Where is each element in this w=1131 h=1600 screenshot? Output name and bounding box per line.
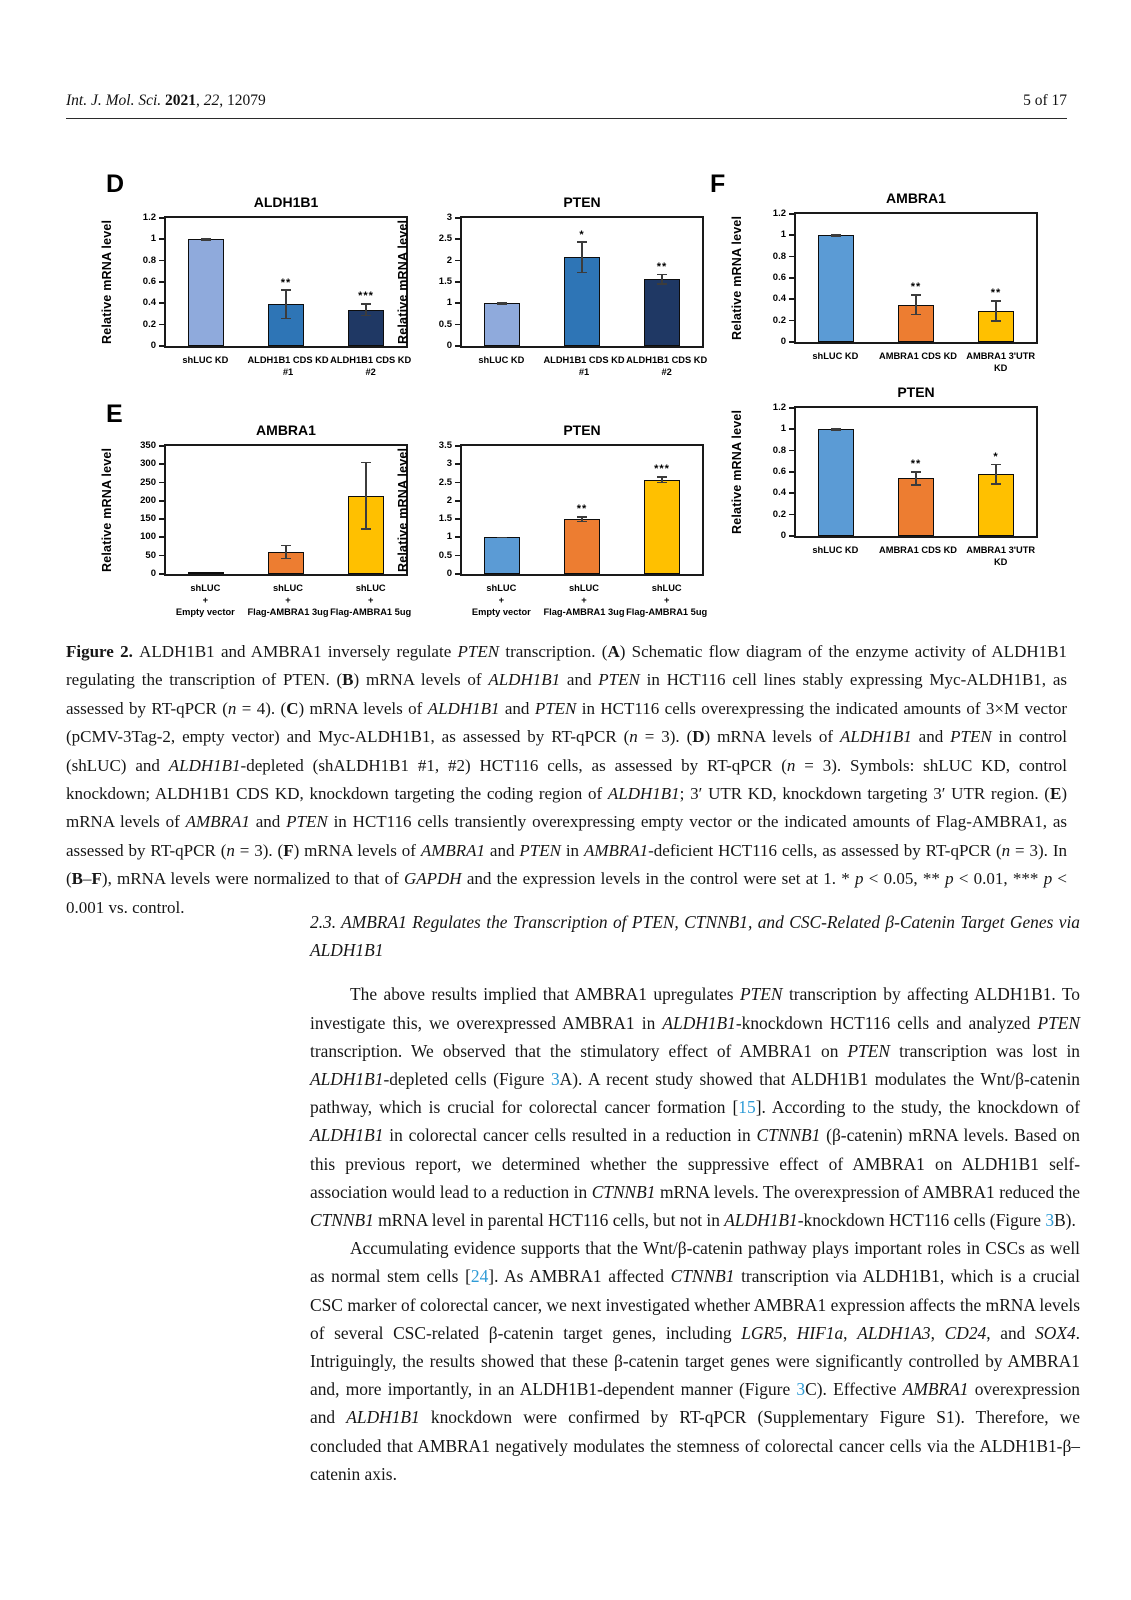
text-segment: p bbox=[855, 869, 864, 889]
x-axis-labels bbox=[164, 582, 412, 618]
header-rule bbox=[66, 118, 1067, 119]
y-tick-label: 1 bbox=[446, 297, 452, 309]
x-axis-labels bbox=[794, 350, 1042, 374]
error-bar bbox=[577, 241, 587, 273]
text-segment: and the expression levels in the control were set at 1. * bbox=[461, 869, 856, 889]
y-axis-label: Relative mRNA level bbox=[100, 219, 114, 345]
text-segment: -depleted cells (Figure bbox=[383, 1069, 551, 1090]
text-segment: Figure 2. bbox=[66, 642, 140, 661]
x-axis-labels bbox=[460, 354, 708, 378]
error-bar bbox=[497, 302, 507, 305]
y-tick-label: 0 bbox=[446, 568, 452, 579]
text-segment: knockdown were confirmed by RT-qPCR (Supplementary Figure S1). Therefore, we concluded that AMBRA1 negatively modulates the stemness of colorectal cancer cells via the ALDH1B1-β–catenin axis. bbox=[310, 1407, 1080, 1484]
text-segment: and bbox=[249, 812, 287, 832]
chart-canvas bbox=[100, 212, 412, 351]
x-axis-label: shLUC KD bbox=[812, 351, 859, 361]
significance-label: ** bbox=[990, 287, 1002, 300]
text-segment: (β-catenin) mRNA levels. Based on this previous report, we determined whether the suppressive effect of AMBRA1 on ALDH1B1 self-association would lead to a reduction in bbox=[310, 1125, 1080, 1202]
error-bar bbox=[657, 476, 667, 483]
text-segment: ALDH1B1 bbox=[346, 1407, 420, 1428]
text-segment: p bbox=[945, 869, 954, 889]
text-segment: ALDH1B1 bbox=[310, 1069, 384, 1090]
text-segment: overexpression and bbox=[310, 1379, 1080, 1428]
x-axis-labels bbox=[794, 544, 1042, 568]
y-axis-label: Relative mRNA level bbox=[730, 215, 744, 341]
text-segment: B). bbox=[1054, 1210, 1076, 1231]
text-segment: n bbox=[786, 755, 796, 775]
text-segment: ]. According to the study, the knockdown of bbox=[755, 1097, 1080, 1118]
error-bar bbox=[201, 238, 211, 241]
y-tick-label: 3 bbox=[446, 458, 452, 470]
y-tick-label: 0.8 bbox=[772, 444, 786, 456]
plot-area bbox=[794, 212, 1038, 344]
y-tick-label: 0.5 bbox=[438, 318, 452, 330]
x-axis-label: shLUC + Flag-AMBRA1 5ug bbox=[330, 583, 412, 618]
bar bbox=[188, 239, 224, 346]
bar bbox=[818, 235, 854, 342]
x-axis-label: shLUC + Empty vector bbox=[175, 583, 235, 618]
text-segment: in HCT116 cells transiently overexpressing empty vector or the indicated amounts of Flag-AMBRA1, as assessed by RT-qPCR ( bbox=[66, 812, 1067, 860]
significance-label: ** bbox=[656, 260, 668, 273]
y-tick-label: 0.6 bbox=[772, 272, 786, 283]
y-tick-label: 1.5 bbox=[438, 276, 452, 287]
text-segment: in colorectal cancer cells resulted in a reduction in bbox=[383, 1125, 757, 1146]
text-segment: transcription. ( bbox=[499, 642, 608, 661]
text-segment: C bbox=[286, 698, 299, 718]
text-segment: AMBRA1 bbox=[583, 840, 649, 860]
text-segment: n bbox=[227, 698, 237, 718]
significance-label: * bbox=[993, 450, 999, 463]
reference-link[interactable]: 15 bbox=[738, 1097, 756, 1118]
x-axis-label: ALDH1B1 CDS KD #2 bbox=[330, 355, 412, 378]
plot-area bbox=[460, 444, 704, 576]
text-segment: D bbox=[692, 727, 705, 747]
plot-area bbox=[164, 444, 408, 576]
chart-canvas bbox=[396, 212, 708, 351]
error-bar bbox=[281, 545, 291, 560]
paragraph bbox=[310, 980, 1080, 1234]
reference-link[interactable]: 3 bbox=[796, 1379, 806, 1400]
text-segment: HIF1a bbox=[796, 1322, 844, 1343]
bar-chart-panel-f-ambra1 bbox=[730, 190, 1042, 374]
text-segment: PTEN bbox=[1037, 1012, 1080, 1033]
x-axis-label: shLUC KD bbox=[478, 355, 525, 365]
text-segment: CD24 bbox=[944, 1322, 987, 1343]
text-segment: ) Schematic flow diagram of the enzyme activity of ALDH1B1 regulating the transcription of PTEN. ( bbox=[66, 642, 1067, 690]
x-axis-labels bbox=[164, 354, 412, 378]
y-tick-label: 0.6 bbox=[772, 466, 786, 477]
error-bar bbox=[577, 516, 587, 522]
error-bar bbox=[361, 303, 371, 316]
bar-chart-panel-d-aldh1b1 bbox=[100, 194, 412, 378]
x-axis-label: AMBRA1 3'UTR KD bbox=[966, 351, 1036, 374]
text-segment: , bbox=[782, 1322, 797, 1343]
y-tick-label: 100 bbox=[140, 531, 156, 543]
chart-title: PTEN bbox=[563, 422, 601, 438]
text-segment: and bbox=[499, 698, 535, 718]
text-segment: Int. J. Mol. Sci. bbox=[66, 92, 166, 109]
text-segment: B bbox=[342, 670, 354, 690]
text-segment: in bbox=[560, 840, 584, 860]
reference-link[interactable]: 3 bbox=[1045, 1210, 1055, 1231]
text-segment: mRNA levels. The overexpression of AMBRA1 reduced the bbox=[655, 1181, 1080, 1202]
text-segment: ]. As AMBRA1 affected bbox=[488, 1266, 671, 1287]
reference-link[interactable]: 24 bbox=[470, 1266, 489, 1287]
error-bar bbox=[991, 300, 1001, 321]
y-tick-label: 0.4 bbox=[142, 297, 156, 309]
text-segment: – bbox=[83, 869, 92, 889]
bar bbox=[644, 279, 680, 346]
error-bar bbox=[657, 274, 667, 285]
page-number: 5 of 17 bbox=[1023, 92, 1067, 109]
error-bar bbox=[361, 462, 371, 530]
text-segment: The above results implied that AMBRA1 upregulates bbox=[350, 984, 740, 1005]
significance-label: ** bbox=[576, 503, 588, 516]
error-bar bbox=[911, 471, 921, 486]
error-bar bbox=[831, 234, 841, 237]
significance-label: ** bbox=[910, 457, 922, 470]
chart-title: PTEN bbox=[897, 384, 935, 400]
x-axis-label: ALDH1B1 CDS KD #1 bbox=[247, 355, 329, 378]
y-tick-label: 2.5 bbox=[438, 476, 452, 488]
text-segment: mRNA level in parental HCT116 cells, but not in bbox=[373, 1210, 725, 1231]
error-bar bbox=[911, 294, 921, 315]
text-segment: transcription. We observed that the stimulatory effect of AMBRA1 on bbox=[310, 1040, 848, 1061]
plot-area bbox=[460, 216, 704, 348]
figure-caption bbox=[66, 638, 1067, 922]
text-segment: p bbox=[1043, 869, 1053, 889]
panel-label-f: F bbox=[710, 170, 726, 198]
text-segment: ) mRNA levels of bbox=[353, 670, 489, 690]
text-segment: -depleted (shALDH1B1 #1, #2) HCT116 cells, as assessed by RT-qPCR ( bbox=[240, 755, 787, 775]
y-tick-label: 3.5 bbox=[438, 440, 452, 451]
x-axis-label: shLUC KD bbox=[182, 355, 229, 365]
text-segment: -deficient HCT116 cells, as assessed by RT-qPCR ( bbox=[648, 840, 1002, 860]
x-axis-label: AMBRA1 CDS KD bbox=[879, 545, 957, 555]
text-segment: , bbox=[196, 92, 204, 109]
y-tick-label: 0.2 bbox=[142, 318, 156, 330]
y-tick-label: 200 bbox=[140, 494, 156, 506]
text-segment: AMBRA1 bbox=[420, 840, 486, 860]
significance-label: ** bbox=[910, 281, 922, 293]
text-segment: SOX4 bbox=[1035, 1322, 1076, 1343]
text-segment: . Intriguingly, the results showed that these β-catenin target genes were significantly controlled by AMBRA1 and, more importantly, in an ALDH1B1-dependent manner (Figure bbox=[310, 1322, 1080, 1400]
significance-label: * bbox=[579, 228, 585, 241]
y-tick-label: 0.2 bbox=[772, 314, 786, 326]
text-segment: AMBRA1 bbox=[185, 812, 250, 832]
error-bar bbox=[831, 428, 841, 431]
text-segment: CTNNB1 bbox=[756, 1125, 821, 1146]
text-segment: B bbox=[71, 869, 84, 889]
text-segment: ALDH1B1 bbox=[168, 755, 241, 775]
bar bbox=[564, 519, 600, 574]
text-segment: ALDH1B1 and AMBRA1 inversely regulate bbox=[139, 642, 458, 661]
y-tick-label: 0.5 bbox=[438, 549, 452, 561]
x-axis-label: shLUC + Empty vector bbox=[471, 583, 531, 618]
text-segment: ALDH1A3 bbox=[857, 1322, 931, 1343]
y-tick-label: 0.4 bbox=[772, 293, 786, 305]
chart-canvas bbox=[730, 208, 1042, 347]
x-axis-labels bbox=[460, 582, 708, 618]
text-segment: ALDH1B1 bbox=[488, 670, 561, 690]
text-segment: , 12079 bbox=[219, 92, 266, 109]
text-segment: ; 3′ UTR KD, knockdown targeting 3′ UTR region. ( bbox=[679, 784, 1050, 804]
text-segment: 2021 bbox=[165, 92, 197, 109]
y-tick-label: 350 bbox=[140, 440, 156, 451]
text-segment: and bbox=[560, 670, 599, 690]
bar bbox=[484, 537, 520, 574]
text-segment: < 0.05, ** bbox=[863, 869, 946, 889]
significance-label: *** bbox=[654, 463, 670, 475]
y-tick-label: 0.8 bbox=[772, 250, 786, 262]
text-segment: ALDH1B1 bbox=[607, 784, 680, 804]
body-text bbox=[310, 908, 1080, 1488]
text-segment: CTNNB1 bbox=[310, 1210, 374, 1231]
text-segment: A bbox=[607, 642, 620, 661]
text-segment: F bbox=[283, 840, 294, 860]
text-segment: ALDH1B1 bbox=[427, 698, 500, 718]
text-segment: in control (shLUC) and bbox=[66, 727, 1067, 775]
y-tick-label: 0.4 bbox=[772, 487, 786, 499]
y-tick-label: 1 bbox=[150, 233, 156, 245]
x-axis-label: shLUC + Flag-AMBRA1 3ug bbox=[543, 583, 625, 618]
text-segment: in HCT116 cell lines stably expressing Myc-ALDH1B1, as assessed by RT-qPCR ( bbox=[66, 670, 1067, 718]
text-segment: and bbox=[485, 840, 520, 860]
text-segment: ) mRNA levels of bbox=[66, 784, 1067, 832]
y-tick-label: 250 bbox=[140, 476, 156, 488]
y-tick-label: 0 bbox=[150, 568, 156, 579]
text-segment: ALDH1B1 bbox=[724, 1210, 798, 1231]
y-axis-label: Relative mRNA level bbox=[730, 409, 744, 535]
text-segment: 22 bbox=[203, 92, 220, 109]
y-tick-label: 0 bbox=[150, 340, 156, 351]
text-segment: AMBRA1 bbox=[902, 1379, 969, 1400]
x-axis-label: ALDH1B1 CDS KD #1 bbox=[543, 355, 625, 378]
y-tick-label: 2 bbox=[446, 494, 452, 506]
y-tick-label: 1.2 bbox=[772, 208, 786, 219]
y-tick-label: 1 bbox=[780, 229, 786, 241]
text-segment: n bbox=[629, 727, 638, 747]
x-axis-label: shLUC + Flag-AMBRA1 5ug bbox=[626, 583, 708, 618]
bar-chart-panel-f-pten bbox=[730, 384, 1042, 568]
text-segment: A). A recent study showed that ALDH1B1 modulates the Wnt/β-catenin pathway, which is crucial for colorectal cancer formation [ bbox=[310, 1069, 1080, 1118]
text-segment: = 3). Symbols: shLUC KD, control knockdown; ALDH1B1 CDS KD, knockdown targeting the coding region of bbox=[66, 755, 1067, 804]
x-axis-label: AMBRA1 CDS KD bbox=[879, 351, 957, 361]
y-axis-label: Relative mRNA level bbox=[396, 219, 410, 345]
text-segment: ) mRNA levels of bbox=[293, 840, 421, 860]
text-segment: PTEN bbox=[534, 698, 577, 718]
text-segment: PTEN bbox=[457, 642, 500, 661]
text-segment: CTNNB1 bbox=[591, 1181, 656, 1202]
panel-label-e: E bbox=[106, 400, 123, 428]
chart-title: AMBRA1 bbox=[256, 422, 316, 438]
text-segment: , and bbox=[986, 1322, 1036, 1343]
y-tick-label: 2.5 bbox=[438, 233, 452, 245]
plot-area bbox=[164, 216, 408, 348]
y-axis-label: Relative mRNA level bbox=[100, 447, 114, 573]
text-segment: , bbox=[843, 1322, 858, 1343]
text-segment: F bbox=[91, 869, 102, 889]
text-segment: E bbox=[1049, 784, 1062, 804]
text-segment: transcription via ALDH1B1, which is a crucial CSC marker of colorectal cancer, we next investigated whether AMBRA1 expression affects the mRNA levels of several CSC-related β-catenin target genes, including bbox=[310, 1266, 1080, 1343]
significance-label: *** bbox=[358, 290, 374, 303]
text-segment: 2.3. AMBRA1 Regulates the Transcription of PTEN, CTNNB1, and CSC-Related β-Catenin Target Genes via ALDH1B1 bbox=[310, 912, 1080, 961]
text-segment: = 3). In ( bbox=[66, 840, 1067, 889]
y-tick-label: 0.2 bbox=[772, 508, 786, 520]
bar bbox=[644, 480, 680, 574]
bar bbox=[898, 478, 934, 536]
x-axis-label: shLUC + Flag-AMBRA1 3ug bbox=[247, 583, 329, 618]
y-tick-label: 0 bbox=[780, 530, 786, 541]
x-axis-label: shLUC KD bbox=[812, 545, 859, 555]
y-tick-label: 50 bbox=[145, 549, 156, 561]
chart-canvas bbox=[396, 440, 708, 579]
significance-label: ** bbox=[280, 276, 292, 289]
y-tick-label: 2 bbox=[446, 254, 452, 266]
bar-chart-panel-e-pten bbox=[396, 422, 708, 618]
panel-label-d: D bbox=[106, 170, 125, 198]
text-segment: C). Effective bbox=[805, 1379, 903, 1400]
text-segment: ) mRNA levels of bbox=[298, 698, 428, 718]
error-bar bbox=[991, 464, 1001, 485]
text-segment: PTEN bbox=[739, 984, 783, 1005]
text-segment: < 0.01, *** bbox=[953, 869, 1044, 889]
text-segment: ), mRNA levels were normalized to that of bbox=[101, 869, 404, 889]
paragraph bbox=[310, 1234, 1080, 1488]
text-segment: = 3). ( bbox=[637, 727, 693, 747]
chart-canvas bbox=[100, 440, 412, 579]
plot-area bbox=[794, 406, 1038, 538]
y-tick-label: 1.5 bbox=[438, 513, 452, 525]
text-segment: , bbox=[930, 1322, 945, 1343]
bar bbox=[484, 303, 520, 346]
bar bbox=[818, 429, 854, 536]
bar-chart-panel-e-ambra1 bbox=[100, 422, 412, 618]
chart-title: ALDH1B1 bbox=[253, 194, 319, 210]
y-tick-label: 150 bbox=[140, 513, 156, 525]
text-segment: ALDH1B1 bbox=[310, 1125, 384, 1146]
y-tick-label: 0 bbox=[446, 340, 452, 351]
reference-link[interactable]: 3 bbox=[550, 1069, 560, 1090]
text-segment: transcription was lost in bbox=[890, 1040, 1080, 1061]
x-axis-label: AMBRA1 3'UTR KD bbox=[966, 545, 1036, 568]
y-tick-label: 0 bbox=[780, 336, 786, 347]
text-segment: = 3). ( bbox=[234, 840, 284, 860]
text-segment: PTEN bbox=[950, 727, 992, 747]
text-segment: n bbox=[1001, 840, 1011, 860]
y-tick-label: 300 bbox=[140, 458, 156, 470]
text-segment: -knockdown HCT116 cells (Figure bbox=[797, 1210, 1046, 1231]
text-segment: LGR5 bbox=[741, 1322, 783, 1343]
text-segment: transcription by affecting ALDH1B1. To investigate this, we overexpressed AMBRA1 in bbox=[310, 984, 1080, 1033]
y-tick-label: 3 bbox=[446, 212, 452, 223]
y-tick-label: 1 bbox=[446, 531, 452, 543]
text-segment: PTEN bbox=[598, 670, 640, 690]
text-segment: and bbox=[911, 727, 951, 747]
text-segment: Accumulating evidence supports that the Wnt/β-catenin pathway plays important roles in CSCs as well as normal stem cells [ bbox=[310, 1238, 1080, 1287]
text-segment: in HCT116 cells overexpressing the indicated amounts of 3×M vector (pCMV-3Tag-2, empty vector) and Myc-ALDH1B1, as assessed by RT-qPCR ( bbox=[66, 698, 1067, 747]
y-tick-label: 0.8 bbox=[142, 254, 156, 266]
page-header bbox=[66, 92, 1067, 110]
chart-title: AMBRA1 bbox=[886, 190, 946, 206]
bar bbox=[188, 572, 224, 574]
text-segment: < 0.001 vs. control. bbox=[66, 869, 1068, 917]
y-axis-label: Relative mRNA level bbox=[396, 447, 410, 573]
error-bar bbox=[281, 289, 291, 319]
text-segment: ALDH1B1 bbox=[839, 727, 912, 747]
chart-title: PTEN bbox=[563, 194, 601, 210]
text-segment: PTEN bbox=[286, 812, 328, 832]
text-segment: n bbox=[226, 840, 235, 860]
y-tick-label: 1.2 bbox=[142, 212, 156, 223]
text-segment: GAPDH bbox=[403, 869, 462, 889]
y-tick-label: 1 bbox=[780, 423, 786, 435]
journal-citation bbox=[66, 92, 266, 110]
text-segment: = 4). ( bbox=[236, 698, 287, 718]
text-segment: CTNNB1 bbox=[670, 1266, 735, 1287]
text-segment: PTEN bbox=[847, 1040, 891, 1061]
text-segment: ) mRNA levels of bbox=[704, 727, 840, 747]
y-tick-label: 1.2 bbox=[772, 402, 786, 413]
text-segment: -knockdown HCT116 cells and analyzed bbox=[735, 1012, 1038, 1033]
section-heading bbox=[310, 908, 1080, 964]
text-segment: PTEN bbox=[519, 840, 561, 860]
error-bar bbox=[497, 537, 507, 539]
y-tick-label: 0.6 bbox=[142, 276, 156, 287]
chart-canvas bbox=[730, 402, 1042, 541]
bar-chart-panel-d-pten bbox=[396, 194, 708, 378]
x-axis-label: ALDH1B1 CDS KD #2 bbox=[626, 355, 708, 378]
text-segment: ALDH1B1 bbox=[662, 1012, 736, 1033]
